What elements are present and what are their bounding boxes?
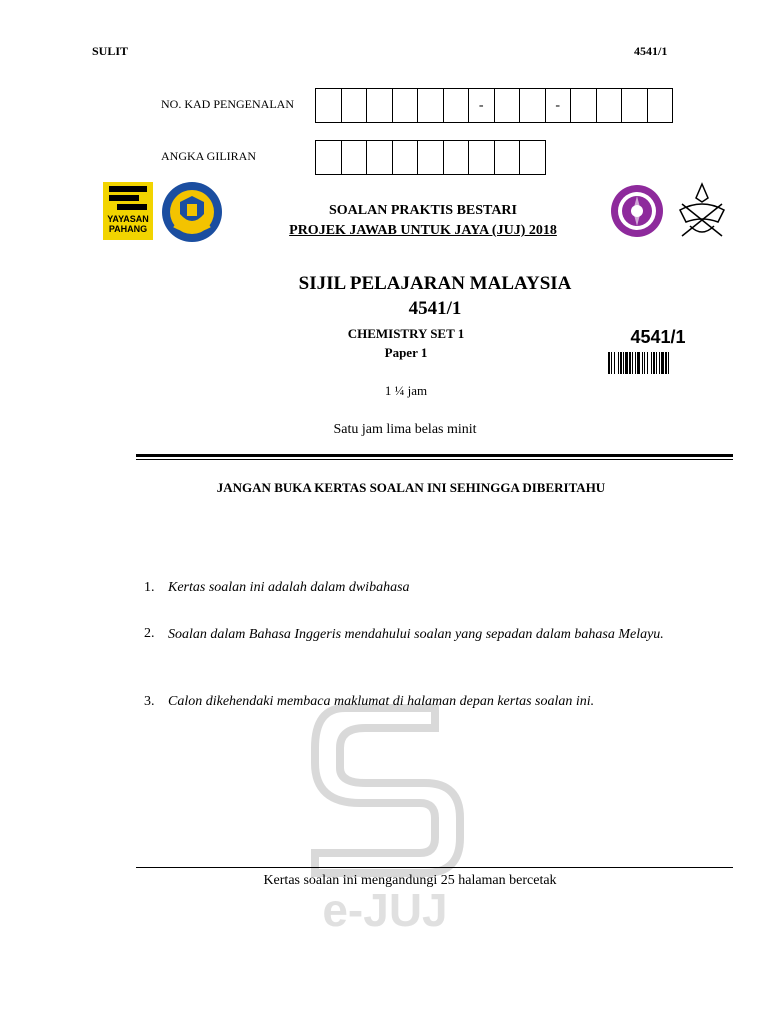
roll-digit-box-5[interactable] [417,140,444,175]
ic-digit-box-2[interactable] [341,88,368,123]
separator-thin [136,459,733,460]
confidential-label: SULIT [92,44,129,58]
program-line-1: SOALAN PRAKTIS BESTARI [328,203,517,218]
state-crest-icon [672,180,732,242]
roll-digit-box-4[interactable] [392,140,419,175]
footer-separator [136,867,733,868]
yayasan-pahang-icon [103,182,153,240]
instruction-text: Soalan dalam Bahasa Inggeris mendahului soalan yang sepadan dalam bahasa Melayu. [168,627,664,642]
instruction-number: 2. [144,626,155,641]
instruction-text: Calon dikehendaki membaca maklumat di halaman depan kertas soalan ini. [168,694,595,709]
barcode-icon [608,352,706,374]
ic-digit-box-5[interactable] [417,88,444,123]
instruction-text: Kertas soalan ini adalah dalam dwibahasa [168,580,410,595]
instruction-1 [144,578,704,596]
ic-digit-box-10[interactable]: - [545,88,572,123]
roll-digit-box-1[interactable] [315,140,342,175]
ic-digit-box-14[interactable] [647,88,674,123]
do-not-open-warning: JANGAN BUKA KERTAS SOALAN INI SEHINGGA DIBERITAHU [216,480,606,495]
program-line-2: PROJEK JAWAB UNTUK JAYA (JUJ) 2018 [289,223,557,238]
roll-digit-box-6[interactable] [443,140,470,175]
watermark-text: e-JUJ [322,884,448,936]
education-department-logo [160,180,224,244]
subject-name: CHEMISTRY SET 1 [347,326,465,341]
ic-digit-box-1[interactable] [315,88,342,123]
ejuj-watermark [285,688,485,948]
instruction-3 [144,692,704,710]
ic-digit-box-13[interactable] [621,88,648,123]
exam-code: 4541/1 [408,298,462,319]
yayasan-pahang-logo [103,182,153,240]
separator-thick [136,454,733,457]
barcode-label: 4541/1 [630,327,686,347]
ic-number-boxes[interactable] [315,88,672,123]
duration: 1 ¼ jam [384,383,428,398]
instruction-number: 1. [144,580,155,595]
barcode [608,352,706,374]
instruction-2 [144,626,689,643]
roll-digit-box-9[interactable] [519,140,546,175]
roll-number-boxes[interactable] [315,140,545,175]
paper-code-header: 4541/1 [634,44,668,58]
page-count-note: Kertas soalan ini mengandungi 25 halaman bercetak [263,873,557,888]
ic-digit-box-7[interactable]: - [468,88,495,123]
education-emblem-icon [160,180,224,244]
pahang-state-crest [672,180,732,242]
roll-digit-box-2[interactable] [341,140,368,175]
roll-digit-box-8[interactable] [494,140,521,175]
roll-number-label: ANGKA GILIRAN [161,149,256,163]
instruction-number: 3. [144,694,155,709]
yayasan-logo-text-1: YAYASAN [107,214,149,224]
paper-number: Paper 1 [384,345,428,360]
ejuj-logo-icon [285,688,485,888]
ic-digit-box-12[interactable] [596,88,623,123]
yayasan-logo-text-2: PAHANG [108,224,148,234]
roll-digit-box-3[interactable] [366,140,393,175]
ic-digit-box-6[interactable] [443,88,470,123]
exam-title: SIJIL PELAJARAN MALAYSIA [298,273,572,294]
duration-words: Satu jam lima belas minit [333,422,477,437]
ic-digit-box-8[interactable] [494,88,521,123]
roll-digit-box-7[interactable] [468,140,495,175]
ic-number-label: NO. KAD PENGENALAN [161,97,294,111]
ic-digit-box-4[interactable] [392,88,419,123]
ic-digit-box-9[interactable] [519,88,546,123]
ic-digit-box-3[interactable] [366,88,393,123]
ic-digit-box-11[interactable] [570,88,597,123]
